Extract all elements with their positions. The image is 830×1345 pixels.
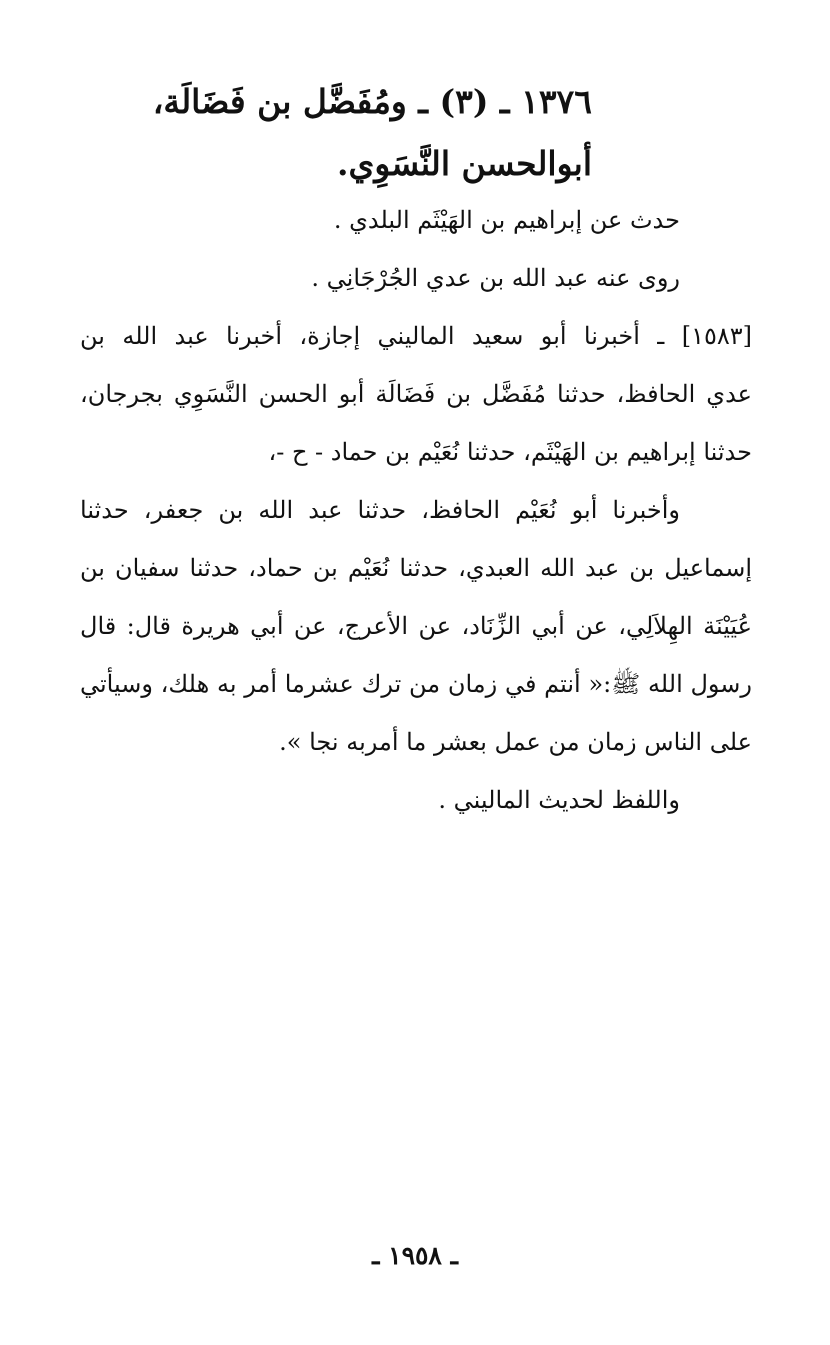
text-line: وأخبرنا أبو نُعَيْم الحافظ، حدثنا عبد الله بن جعفر، حدثنا bbox=[80, 496, 680, 524]
entry-heading: ١٣٧٦ ـ (٣) ـ ومُفَضَّل بن فَضَالَة، bbox=[152, 82, 592, 121]
text-line: [١٥٨٣] ـ أخبرنا أبو سعيد الماليني إجازة، أخبرنا عبد الله بن bbox=[80, 322, 753, 350]
entry-subheading: أبوالحسن النَّسَوِي. bbox=[337, 144, 592, 183]
text-line: حدثنا إبراهيم بن الهَيْثَم، حدثنا نُعَيْم بن حماد - ح -، bbox=[268, 438, 752, 466]
text-line: على الناس زمان من عمل بعشر ما أمربه نجا ». bbox=[279, 728, 752, 756]
page-number: ـ ١٩٥٨ ـ bbox=[372, 1241, 458, 1270]
text-line: إسماعيل بن عبد الله العبدي، حدثنا نُعَيْم بن حماد، حدثنا سفيان بن bbox=[80, 554, 752, 582]
text-line: روى عنه عبد الله بن عدي الجُرْجَانِي . bbox=[311, 264, 680, 292]
text-line: واللفظ لحديث الماليني . bbox=[438, 786, 680, 814]
text-line: رسول الله ﷺ:« أنتم في زمان من ترك عشرما أمر به هلك، وسيأتي bbox=[80, 670, 752, 698]
text-line: حدث عن إبراهيم بن الهَيْثَم البلدي . bbox=[333, 206, 680, 234]
text-line: عُيَيْنَة الهِلاَلِي، عن أبي الزِّنَاد، عن الأعرج، عن أبي هريرة قال: قال bbox=[80, 612, 752, 640]
text-line: عدي الحافظ، حدثنا مُفَضَّل بن فَضَالَة أبو الحسن النَّسَوِي بجرجان، bbox=[80, 380, 752, 408]
